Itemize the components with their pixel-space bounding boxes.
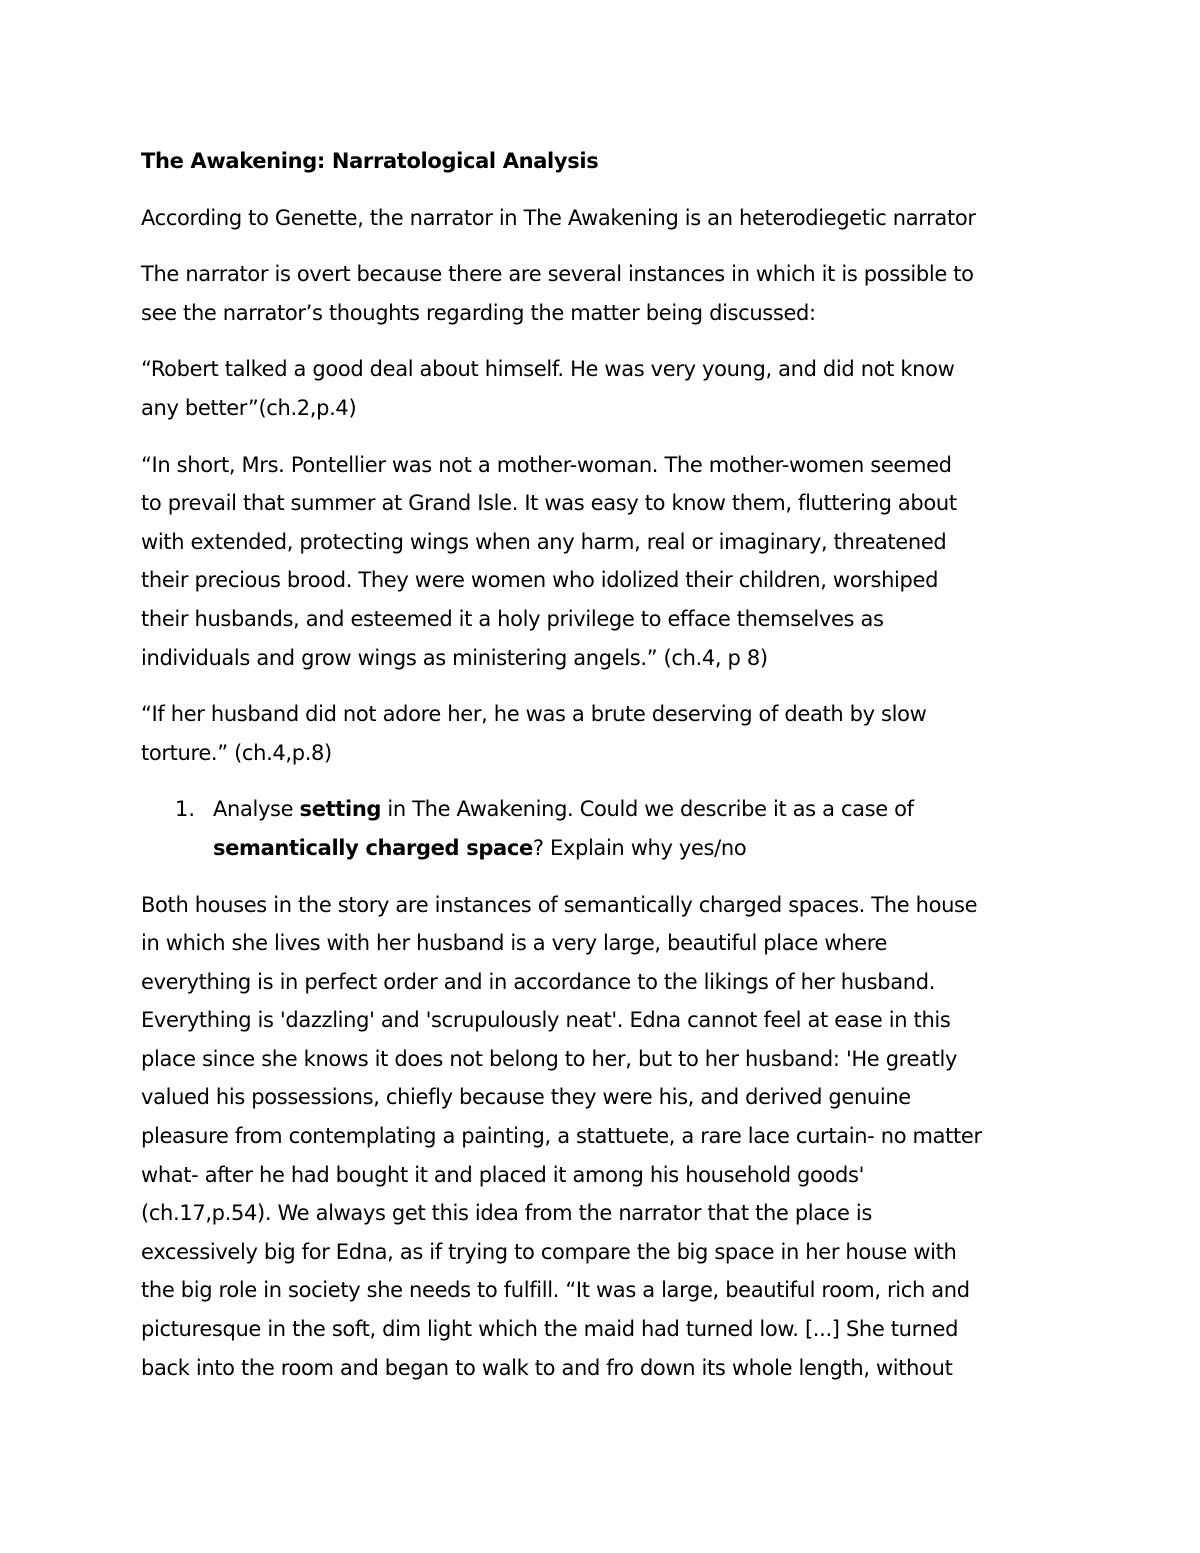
- quote-line: their precious brood. They were women who idolized their children, worshiped: [141, 568, 939, 593]
- question-bold-term: semantically charged space: [213, 835, 533, 860]
- answer-line: picturesque in the soft, dim light which the maid had turned low. [...] She turned: [141, 1317, 959, 1342]
- question-bold-term: setting: [299, 797, 382, 822]
- answer-line: pleasure from contemplating a painting, a stattuete, a rare lace curtain- no matter: [141, 1124, 982, 1149]
- overt-narrator-paragraph: [141, 255, 1071, 332]
- question-line: [213, 829, 1071, 868]
- answer-line: valued his possessions, chiefly because they were his, and derived genuine: [141, 1085, 911, 1110]
- paragraph-line: The narrator is overt because there are several instances in which it is possible to: [141, 262, 974, 287]
- answer-line: Both houses in the story are instances of semantically charged spaces. The house: [141, 892, 978, 917]
- quote-line: “If her husband did not adore her, he was a brute deserving of death by slow: [141, 702, 927, 727]
- quote-line: individuals and grow wings as ministering angels.” (ch.4, p 8): [141, 645, 768, 670]
- title-text: The Awakening: Narratological Analysis: [141, 149, 599, 173]
- question-text: in The Awakening. Could we describe it as a case of: [381, 797, 914, 822]
- quote-line: “In short, Mrs. Pontellier was not a mother-woman. The mother-women seemed: [141, 452, 952, 477]
- answer-line: everything is in perfect order and in accordance to the likings of her husband.: [141, 969, 936, 994]
- paragraph-line: According to Genette, the narrator in The Awakening is an heterodiegetic narrator: [141, 205, 976, 230]
- intro-paragraph: [141, 199, 1071, 238]
- numbered-question: [141, 790, 1071, 867]
- quote-line: their husbands, and esteemed it a holy privilege to efface themselves as: [141, 606, 884, 631]
- answer-line: place since she knows it does not belong to her, but to her husband: 'He greatly: [141, 1046, 958, 1071]
- document-title: [141, 142, 1071, 181]
- quote-mother-woman: [141, 446, 1071, 678]
- answer-line: excessively big for Edna, as if trying to compare the big space in her house with: [141, 1239, 957, 1264]
- quote-line: with extended, protecting wings when any harm, real or imaginary, threatened: [141, 529, 947, 554]
- quote-line: to prevail that summer at Grand Isle. It was easy to know them, fluttering about: [141, 491, 957, 516]
- quote-line: any better”(ch.2,p.4): [141, 395, 357, 420]
- answer-line: Everything is 'dazzling' and 'scrupulously neat'. Edna cannot feel at ease in this: [141, 1008, 951, 1033]
- answer-line: what- after he had bought it and placed it among his household goods': [141, 1162, 864, 1187]
- quote-husband: [141, 695, 1071, 772]
- paragraph-line: see the narrator’s thoughts regarding the matter being discussed:: [141, 300, 816, 325]
- quote-robert: [141, 350, 1071, 427]
- question-text: Analyse: [213, 797, 300, 822]
- answer-line: back into the room and began to walk to and fro down its whole length, without: [141, 1355, 953, 1380]
- answer-line: in which she lives with her husband is a very large, beautiful place where: [141, 931, 888, 956]
- document-body: [141, 142, 1071, 1405]
- list-number: 1.: [175, 797, 196, 822]
- answer-line: (ch.17,p.54). We always get this idea from the narrator that the place is: [141, 1201, 872, 1226]
- answer-line: the big role in society she needs to fulfill. “It was a large, beautiful room, rich and: [141, 1278, 970, 1303]
- quote-line: “Robert talked a good deal about himself. He was very young, and did not know: [141, 357, 955, 382]
- question-text: ? Explain why yes/no: [532, 835, 747, 860]
- quote-line: torture.” (ch.4,p.8): [141, 740, 332, 765]
- question-line: [213, 790, 1071, 829]
- answer-paragraph: [141, 886, 1071, 1388]
